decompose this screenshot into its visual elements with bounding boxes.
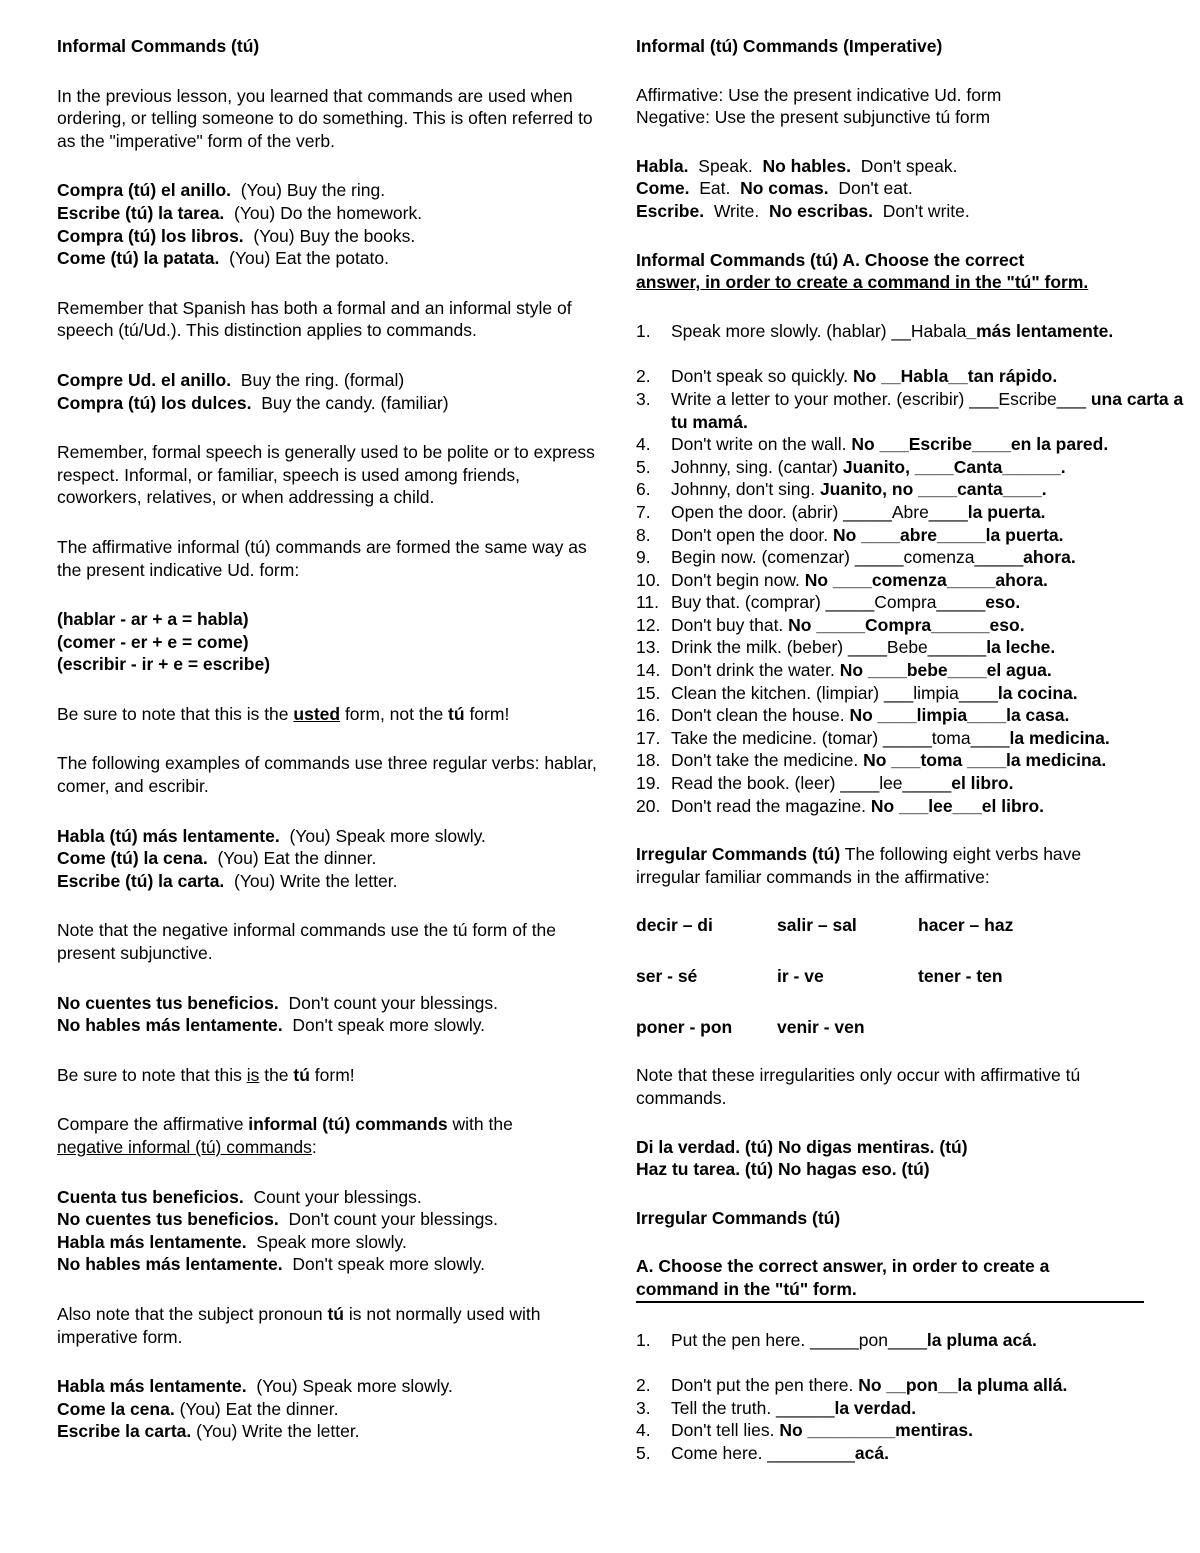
- example-line: Cuenta tus beneficios. Count your blessings.: [57, 1186, 422, 1207]
- example-line: Habla (tú) más lentamente. (You) Speak more slowly.: [57, 825, 486, 846]
- example-line: Compra (tú) los libros. (You) Buy the books.: [57, 225, 416, 246]
- exercise-item: 19. Read the book. (leer) ____lee_____el libro.: [636, 773, 1014, 794]
- example-line: Come (tú) la cena. (You) Eat the dinner.: [57, 848, 377, 869]
- irregular-verb: salir – sal: [777, 915, 857, 936]
- left-column: [57, 35, 602, 1443]
- example-line: No cuentes tus beneficios. Don't count your blessings.: [57, 1209, 499, 1230]
- right-column: [636, 35, 1186, 1465]
- command-pairs: [636, 155, 1186, 223]
- exercise-item: 2. Don't speak so quickly. No __Habla__tan rápido.: [636, 366, 1058, 387]
- formula-line: (comer - er + e = come): [57, 631, 249, 652]
- exercise-item: 9. Begin now. (comenzar) _____comenza_____ahora.: [636, 547, 1076, 568]
- command-pair: Escribe. Write. No escribas. Don't write.: [636, 200, 970, 221]
- irregular-verb: decir – di: [636, 915, 713, 936]
- examples-group-1: [57, 179, 602, 269]
- exercise-item: 3. Tell the truth. ______la verdad.: [636, 1397, 917, 1418]
- examples-group-3: [57, 825, 602, 893]
- irregular-verb: venir - ven: [777, 1017, 865, 1038]
- remember-paragraph-2: Remember, formal speech is generally used to be polite or to express respect. Informal, or familiar, speech is used among friends, coworkers, relatives, or when addressing a child.: [57, 442, 595, 508]
- exercise-2-heading-line: A. Choose the correct answer, in order to create a: [636, 1256, 1050, 1277]
- irregular-verb: poner - pon: [636, 1017, 733, 1038]
- exercise-item: 1. Speak more slowly. (hablar) __Habala_más lentamente.: [636, 320, 1114, 341]
- exercise-1-heading-line: Informal Commands (tú) A. Choose the correct: [636, 249, 1025, 270]
- exercise-item: 14. Don't drink the water. No ____bebe____el agua.: [636, 660, 1052, 681]
- exercise-item: 10. Don't begin now. No ____comenza_____ahora.: [636, 569, 1048, 590]
- exercise-item: 11. Buy that. (comprar) _____Compra_____eso.: [636, 592, 1021, 613]
- example-line: No hables más lentamente. Don't speak more slowly.: [57, 1015, 486, 1036]
- affirmative-formation: The affirmative informal (tú) commands are formed the same way as the present indicative Ud. form:: [57, 536, 587, 580]
- example-line: No cuentes tus beneficios. Don't count your blessings.: [57, 992, 499, 1013]
- exercise-item: 6. Johnny, don't sing. Juanito, no ____canta____.: [636, 479, 1047, 500]
- exercise-item: 17. Take the medicine. (tomar) _____toma____la medicina.: [636, 727, 1110, 748]
- command-pair: Come. Eat. No comas. Don't eat.: [636, 178, 913, 199]
- compare-paragraph: Compare the affirmative informal (tú) commands with the negative informal (tú) commands:: [57, 1114, 513, 1157]
- example-line: Escribe (tú) la carta. (You) Write the letter.: [57, 870, 398, 891]
- irregular-verb: [918, 1016, 1118, 1064]
- irregular-title: Irregular Commands (tú): [636, 1207, 841, 1228]
- formula-line: (escribir - ir + e = escribe): [57, 654, 271, 675]
- irregular-verb: hacer – haz: [918, 915, 1014, 936]
- exercise-2-heading-line: command in the "tú" form.: [636, 1278, 1144, 1303]
- irregular-note: Note that these irregularities only occur with affirmative tú commands.: [636, 1065, 1081, 1108]
- irregular-verbs-table: [636, 914, 1186, 1064]
- irregular-examples: [636, 1136, 1186, 1181]
- exercise-1-heading: [636, 249, 1186, 294]
- example-line: Compre Ud. el anillo. Buy the ring. (formal): [57, 369, 405, 390]
- exercise-item: 18. Don't take the medicine. No ___toma ____la medicina.: [636, 750, 1107, 771]
- also-note: Also note that the subject pronoun tú is not normally used with imperative form.: [57, 1303, 541, 1347]
- exercise-2-list: [636, 1329, 1186, 1465]
- note-negative: Note that the negative informal commands use the tú form of the present subjunctive.: [57, 920, 557, 964]
- example-line: Come (tú) la patata. (You) Eat the potato.: [57, 248, 390, 269]
- exercise-item: 7. Open the door. (abrir) _____Abre____la puerta.: [636, 501, 1046, 522]
- example-line: Escribe (tú) la tarea. (You) Do the homework.: [57, 202, 423, 223]
- exercise-item: 4. Don't tell lies. No _________mentiras.: [636, 1420, 973, 1441]
- exercise-item: 16. Don't clean the house. No ____limpia____la casa.: [636, 705, 1070, 726]
- note-usted: Be sure to note that this is the usted form, not the tú form!: [57, 703, 510, 724]
- exercise-item: 3. Write a letter to your mother. (escribir) ___Escribe___ una carta a tu mamá.: [636, 388, 1184, 432]
- exercise-item: 20. Don't read the magazine. No ___lee___el libro.: [636, 795, 1045, 816]
- negative-rule: Negative: Use the present subjunctive tú form: [636, 107, 991, 128]
- exercise-1-heading-line: answer, in order to create a command in the "tú" form.: [636, 272, 1089, 293]
- formula-line: (hablar - ar + a = habla): [57, 609, 249, 630]
- remember-paragraph-1: Remember that Spanish has both a formal and an informal style of speech (tú/Ud.). This distinction applies to commands.: [57, 297, 572, 341]
- irregular-verb: tener - ten: [918, 966, 1003, 987]
- following-paragraph: The following examples of commands use three regular verbs: hablar, comer, and escribir.: [57, 753, 597, 797]
- exercise-2-heading: [636, 1255, 1144, 1302]
- formula-list: [57, 608, 602, 676]
- example-line: Compra (tú) el anillo. (You) Buy the ring.: [57, 180, 386, 201]
- exercise-item: 5. Come here. _________acá.: [636, 1442, 889, 1463]
- exercise-item: 8. Don't open the door. No ____abre_____la puerta.: [636, 524, 1064, 545]
- example-line: Compra (tú) los dulces. Buy the candy. (familiar): [57, 392, 449, 413]
- note-is: Be sure to note that this is the tú form!: [57, 1064, 355, 1085]
- irregular-verb: ir - ve: [777, 966, 824, 987]
- intro-paragraph: In the previous lesson, you learned that commands are used when ordering, or telling someone to do something. This is often referred to as the "imperative" form of the verb.: [57, 85, 593, 151]
- exercise-item: 1. Put the pen here. _____pon____la pluma acá.: [636, 1329, 1037, 1350]
- exercise-item: 5. Johnny, sing. (cantar) Juanito, ____Canta______.: [636, 456, 1066, 477]
- exercise-1-list: [636, 320, 1186, 817]
- examples-group-6: [57, 1375, 602, 1443]
- exercise-item: 13. Drink the milk. (beber) ____Bebe______la leche.: [636, 637, 1056, 658]
- irregular-verb: ser - sé: [636, 966, 698, 987]
- example-line: Habla más lentamente. (You) Speak more slowly.: [57, 1376, 453, 1397]
- irregular-example: Haz tu tarea. (tú) No hagas eso. (tú): [636, 1159, 930, 1180]
- imperative-title: Informal (tú) Commands (Imperative): [636, 36, 943, 56]
- examples-group-5: [57, 1186, 602, 1276]
- exercise-item: 2. Don't put the pen there. No __pon__la pluma allá.: [636, 1375, 1068, 1396]
- examples-group-4: [57, 992, 602, 1037]
- example-line: Habla más lentamente. Speak more slowly.: [57, 1231, 407, 1252]
- irregular-intro: Irregular Commands (tú) The following eight verbs have irregular familiar commands in the affirmative:: [636, 844, 1082, 887]
- lesson-title: Informal Commands (tú): [57, 36, 260, 56]
- irregular-example: Di la verdad. (tú) No digas mentiras. (tú): [636, 1136, 968, 1157]
- examples-group-2: [57, 369, 602, 414]
- example-line: No hables más lentamente. Don't speak more slowly.: [57, 1254, 486, 1275]
- exercise-item: 12. Don't buy that. No _____Compra______eso.: [636, 614, 1025, 635]
- exercise-item: 4. Don't write on the wall. No ___Escribe____en la pared.: [636, 434, 1109, 455]
- command-pair: Habla. Speak. No hables. Don't speak.: [636, 155, 958, 176]
- exercise-item: 15. Clean the kitchen. (limpiar) ___limpia____la cocina.: [636, 682, 1078, 703]
- example-line: Come la cena. (You) Eat the dinner.: [57, 1398, 339, 1419]
- affirmative-rule: Affirmative: Use the present indicative Ud. form: [636, 84, 1002, 105]
- example-line: Escribe la carta. (You) Write the letter.: [57, 1421, 360, 1442]
